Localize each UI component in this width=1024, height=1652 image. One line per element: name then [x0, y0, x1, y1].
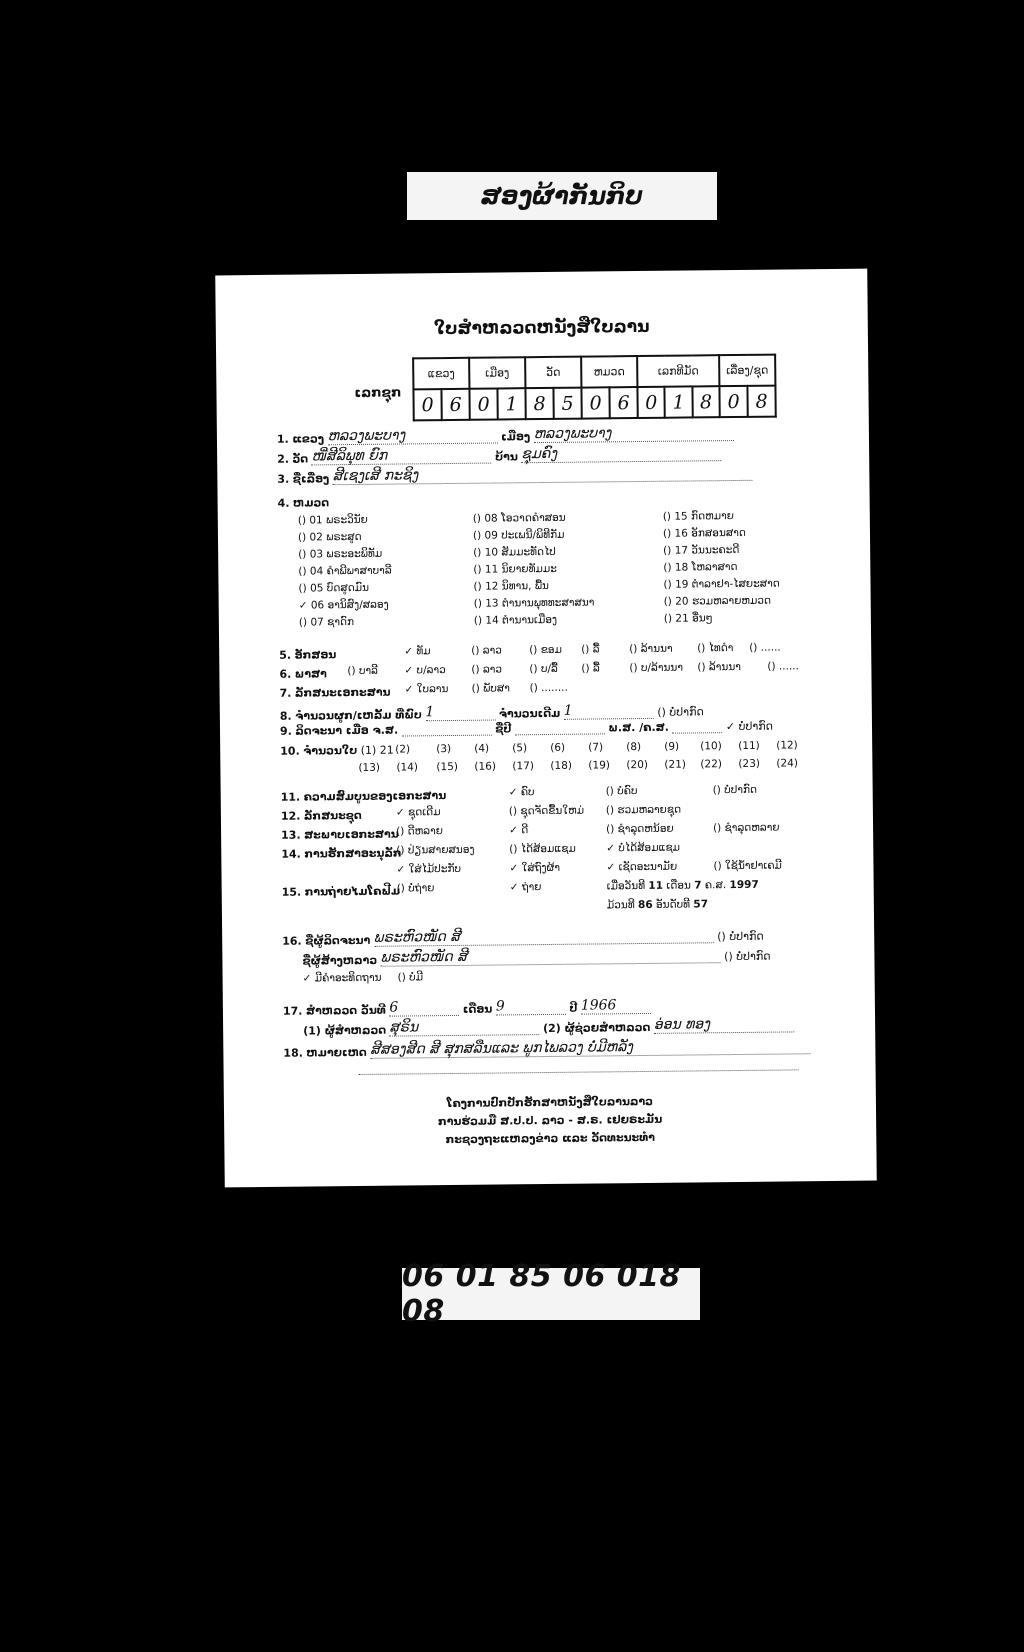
folio-count-1[interactable]: (1) 21	[360, 743, 394, 757]
survey-day: 6	[389, 999, 399, 1016]
script-option[interactable]: ✓ ທັມ	[404, 645, 431, 658]
row-num: 7.	[279, 686, 292, 700]
category-option[interactable]: () 12 ນິທານ, ພື້ນ	[473, 579, 549, 593]
cs-year-field[interactable]	[402, 735, 492, 737]
fascicles-found-value: 1	[425, 704, 435, 721]
row-num: 9.	[279, 724, 292, 738]
row-num: 2.	[277, 452, 290, 466]
row-num: 1.	[276, 432, 289, 446]
condition-label: ສະພາບເອກະສານ	[304, 827, 399, 842]
category-option[interactable]: () 05 ບົດສູດມົນ	[298, 581, 370, 595]
sponsor-value: ພຣະຫົວໜັດ ສີ	[380, 948, 468, 966]
fascicles-original-label: ຈໍານວນເດີມ	[498, 706, 561, 721]
folio-slot[interactable]: (24)	[776, 757, 799, 770]
district-label: ເມືອງ	[501, 430, 531, 444]
condition-option[interactable]: () ຊໍາລຸດຫລາຍ	[712, 821, 780, 835]
folio-slot[interactable]: (14)	[396, 761, 419, 774]
prayer-option[interactable]: ✓ ມີຄໍາອະທິດຖານ	[302, 971, 382, 985]
frame-label: ອັນດັບທີ	[655, 898, 691, 911]
category-label: ຫມວດ	[292, 496, 330, 510]
script-label: ອັກສອນ	[294, 648, 337, 662]
category-option[interactable]: () 21 ອື່ນໆ	[663, 612, 713, 625]
folio-slot[interactable]: (15)	[436, 760, 459, 774]
language-option[interactable]: () ລາວ	[471, 663, 503, 676]
document-type-option[interactable]: () ພັບສາ	[471, 682, 511, 695]
village-field[interactable]	[521, 444, 721, 463]
sponsor-unknown-option[interactable]: () ບໍ່ປາກົດ	[724, 949, 771, 964]
folio-slot[interactable]: (21)	[664, 758, 687, 771]
row-sponsor	[302, 946, 770, 968]
district-field[interactable]	[534, 424, 734, 443]
code-digit: 0	[637, 387, 665, 418]
language-option[interactable]: () ......	[767, 660, 799, 673]
language-option[interactable]: () ບ/ລື້	[529, 662, 558, 676]
microfilm-year[interactable]: 1997	[729, 878, 759, 892]
script-option[interactable]: () ໄທດໍາ	[697, 642, 734, 655]
completeness-option[interactable]: () ບໍ່ປາກົດ	[712, 783, 758, 797]
row-num: 10.	[280, 744, 300, 758]
row-completeness	[281, 789, 447, 804]
survey-month-label: ເດືອນ	[462, 1002, 493, 1016]
language-option[interactable]: () ບາລີ	[347, 664, 379, 678]
category-option[interactable]: () 18 ໂຫລາສາດ	[663, 560, 738, 574]
code-digit: 8	[747, 386, 775, 417]
code-digit: 0	[469, 388, 497, 419]
row-num: 3.	[277, 472, 290, 486]
microfilm-option[interactable]: ✓ ຖ່າຍ	[509, 881, 542, 894]
language-option[interactable]: () ລ້ານນາ	[697, 660, 741, 674]
row-conservation	[281, 847, 401, 861]
form-title: ໃບສໍາຫລວດຫນັງສືໃບລານ	[433, 316, 650, 340]
category-option[interactable]: () 14 ຕໍານານເມືອງ	[473, 613, 558, 627]
fascicles-found-field[interactable]	[425, 704, 495, 722]
row-num: 14.	[281, 847, 301, 861]
folio-slot[interactable]: (23)	[738, 757, 761, 770]
footer-line-3: ກະຊວງຖະແຫລງຂ່າວ ແລະ ວັດທະນະທໍາ	[445, 1130, 656, 1147]
scribe-unknown-option[interactable]: () ບໍ່ປາກົດ	[717, 929, 764, 944]
folio-slot[interactable]: (8)	[626, 741, 642, 754]
category-option[interactable]: () 10 ສັມມະທັດໄປ	[473, 545, 556, 559]
script-option[interactable]: () ......	[749, 641, 781, 654]
assistant-field[interactable]	[654, 1015, 794, 1033]
row-set-type	[281, 809, 362, 823]
code-digit: 0	[413, 389, 441, 420]
code-header: ວັດ	[525, 357, 581, 389]
category-option[interactable]: () 04 ຄໍາພີພາສາບາລີ	[298, 564, 392, 578]
surveyor-label: (1) ຜູ້ສໍາຫລວດ	[303, 1023, 387, 1038]
microfilm-date-label: ເມື່ອວັນທີ	[606, 879, 646, 893]
row-num: 18.	[283, 1046, 303, 1060]
folio-slot[interactable]: (19)	[588, 759, 611, 772]
surveyor-value: ສຸຣິນ	[389, 1019, 419, 1036]
survey-month: 9	[495, 998, 505, 1015]
microfilm-label: ການຖ່າຍໄມໂຄຟີມ	[304, 884, 401, 899]
completeness-option[interactable]: ✓ ຄົບ	[508, 786, 535, 799]
be-ce-label: ພ.ສ. /ຄ.ສ.	[608, 720, 669, 735]
code-table	[412, 354, 777, 422]
row-temple	[277, 444, 721, 466]
language-option[interactable]: () ບ/ລ້ານນາ	[629, 661, 684, 675]
code-digit: 6	[609, 387, 637, 418]
frame-number[interactable]: 57	[693, 898, 709, 911]
conservation-option[interactable]: () ປ່ຽນສາຍສນອງ	[396, 843, 475, 857]
code-header: ແຂວງ	[413, 358, 469, 390]
set-type-label: ລັກສນະຊຸດ	[303, 808, 362, 823]
folio-slot[interactable]: (13)	[358, 761, 381, 774]
prayer-option[interactable]: () ບໍ່ມີ	[397, 971, 424, 984]
code-digit: 0	[719, 386, 747, 417]
temple-label: ວັດ	[292, 452, 309, 466]
language-option[interactable]: () ລື້	[581, 662, 600, 675]
conservation-label: ການຮັກສາອະນຸລັກ	[304, 846, 402, 861]
folio-slot[interactable]: (20)	[626, 758, 649, 772]
script-option[interactable]: () ຂອມ	[529, 643, 562, 657]
conservation-option[interactable]: () ໄດ້ສ້ອມແຊມ	[509, 842, 576, 856]
sponsor-label: ຊື່ຜູ້ສ້າງຫລາວ	[302, 953, 378, 968]
script-option[interactable]: () ລ້ານນາ	[629, 642, 673, 656]
district-value: ຫລວງພະບາງ	[533, 425, 612, 443]
code-digit: 1	[497, 388, 525, 419]
row-surveyors	[303, 1015, 794, 1037]
province-field[interactable]	[327, 426, 497, 445]
fascicles-original-value: 1	[563, 702, 573, 719]
language-label: ພາສາ	[294, 667, 327, 681]
folio-slot[interactable]: (10)	[700, 740, 722, 753]
bottom-label: 06 01 85 06 018 08	[402, 1268, 700, 1320]
row-remarks	[283, 1037, 810, 1060]
year-name-label: ຊື່ປີ	[495, 722, 512, 736]
script-option[interactable]: () ລາວ	[471, 644, 502, 657]
conservation-option[interactable]: ✓ ໃສ່ໄມ້ປະກັບ	[396, 862, 462, 876]
row-num: 6.	[279, 667, 292, 681]
microfilm-month[interactable]: 7	[694, 879, 702, 892]
folio-count-label: ຈໍານວນໃບ	[303, 743, 358, 758]
remarks-label: ຫມາຍເຫດ	[306, 1045, 367, 1060]
completeness-label: ຄວາມສົມບູນຂອງເອກະສານ	[303, 789, 447, 804]
scribe-field[interactable]	[374, 926, 714, 947]
survey-date-label: ສໍາຫລວດ ວັນທີ	[305, 1003, 386, 1018]
row-language	[279, 667, 327, 680]
code-digit: 1	[665, 386, 693, 417]
scribe-label: ຊື່ຜູ້ລິດຈະນາ	[305, 933, 371, 948]
category-option[interactable]: () 02 ພຣະສູດ	[297, 530, 362, 544]
row-fascicles	[280, 701, 704, 722]
row-num: 5.	[279, 648, 292, 662]
conservation-option[interactable]: ✓ ໃສ່ຖົງຜ້າ	[509, 861, 561, 875]
survey-year-field[interactable]	[581, 997, 651, 1015]
row-inscribed-date	[280, 720, 773, 738]
year-name-field[interactable]	[515, 733, 605, 735]
microfilm-option[interactable]: () ບໍ່ຖ່າຍ	[396, 882, 435, 895]
surveyor-field[interactable]	[389, 1018, 539, 1037]
folio-slot[interactable]: (18)	[550, 759, 573, 772]
category-option[interactable]: () 13 ຕໍານານພຸທທະສາສນາ	[473, 596, 595, 610]
row-scribe	[282, 926, 764, 948]
conservation-option[interactable]: ✓ ເຊັດອະນາມັຍ	[606, 860, 678, 874]
top-label: ສອງຜ້າກັນກິບ	[407, 172, 717, 220]
folio-slot[interactable]: (7)	[588, 741, 604, 754]
folio-slot[interactable]: (11)	[738, 739, 760, 752]
conservation-option[interactable]: ✓ ບໍ່ໄດ້ສ້ອມແຊມ	[606, 841, 681, 855]
code-header-row	[413, 355, 775, 390]
set-type-option[interactable]: ✓ ຊຸດເດີມ	[395, 806, 441, 819]
category-option[interactable]: () 03 ພຣະອະພິທັມ	[298, 547, 383, 561]
folio-slot[interactable]: (5)	[512, 742, 528, 755]
code-header: ຫມວດ	[581, 356, 637, 388]
footer-line-2: ການຮ່ວມມື ສ.ປ.ປ. ລາວ - ສ.ຣ. ເຢຍຣະມັນ	[437, 1112, 663, 1129]
language-option[interactable]: ✓ ບ/ລາວ	[404, 664, 446, 677]
row-category	[278, 496, 330, 510]
folio-slot[interactable]: (17)	[512, 760, 535, 773]
folio-slot[interactable]: (9)	[664, 740, 680, 753]
category-option[interactable]: () 19 ຕໍາລາຢາ-ໄສຍະສາດ	[663, 577, 780, 591]
province-label: ແຂວງ	[292, 432, 325, 446]
microfilm-day[interactable]: 11	[648, 879, 664, 892]
survey-form-sheet	[215, 269, 877, 1188]
row-microfilm	[282, 885, 401, 899]
village-value: ຊຸມຄົງ	[521, 445, 558, 463]
footer-line-1: ໂຄງການປົກປັກຮັກສາຫນັງສືໃບລານລາວ	[446, 1094, 654, 1111]
folio-slot[interactable]: (2)	[395, 743, 411, 756]
code-header: ເລກທີມັດ	[637, 355, 719, 387]
sponsor-field[interactable]	[381, 946, 721, 967]
temple-value: ໜີ່ສີລິພຸທ ຍົກ	[311, 447, 388, 465]
code-digit: 6	[441, 389, 469, 420]
folio-slot[interactable]: (16)	[474, 760, 497, 773]
condition-option[interactable]: () ດີຫລາຍ	[396, 825, 443, 838]
row-document-type	[280, 686, 391, 700]
category-option[interactable]: () 11 ນິຍາຍທັມມະ	[473, 562, 557, 576]
fascicles-found-label: ຈໍານວນຜູກ/ເຫລັ້ມ ທີ່ພົບ	[295, 708, 422, 723]
remarks-field[interactable]	[370, 1037, 810, 1059]
microfilm-roll	[607, 898, 708, 911]
scribe-value: ພຣະຫົວໜັດ ສີ	[373, 928, 461, 946]
fascicles-original-field[interactable]	[564, 702, 654, 720]
code-digit: 8	[692, 386, 720, 417]
assistant-label: (2) ຜູ້ຊ່ວຍສໍາຫລວດ	[542, 1020, 651, 1036]
remarks-line-2	[358, 1057, 798, 1075]
remarks-value: ສີສອງສີດ ສີ ສຸກສລືນແລະ ພູກໄພລວງ ບໍ່ມີຫລັງ	[370, 1039, 634, 1058]
document-type-label: ລັກສນະເອກະສານ	[294, 685, 391, 700]
folio-slot[interactable]: (22)	[700, 758, 723, 771]
set-type-option[interactable]: () ຮວມຫລາຍຊຸດ	[605, 803, 682, 817]
row-num: 4.	[277, 496, 290, 510]
assistant-value: ອ່ອນ ທອງ	[653, 1016, 711, 1033]
folio-slot[interactable]: (12)	[776, 739, 798, 752]
be-ce-field[interactable]	[672, 732, 722, 734]
row-num: 13.	[281, 828, 301, 842]
microfilm-month-label: ເດືອນ	[666, 879, 691, 892]
row-folio-count	[280, 744, 394, 758]
row-province	[277, 424, 734, 446]
village-label: ບ້ານ	[495, 450, 518, 464]
conservation-option[interactable]: () ໃຊ້ນ້ຳຢາເຄມີ	[713, 859, 782, 873]
code-digit-row	[413, 386, 775, 421]
temple-field[interactable]	[312, 447, 492, 466]
code-digit: 8	[525, 388, 553, 419]
category-option[interactable]: () 01 ພຣະວິນັຍ	[297, 513, 368, 527]
category-option[interactable]: () 08 ໂອວາດຄໍາສອນ	[472, 511, 566, 525]
row-num: 15.	[281, 885, 302, 899]
row-story-title	[277, 464, 753, 486]
survey-month-field[interactable]	[496, 998, 566, 1016]
category-option[interactable]: ✓ 06 ອານິສົງ/ສລອງ	[298, 598, 389, 612]
inscribed-date-label: ລິດຈະນາ ເມື່ອ ຈ.ສ.	[295, 723, 399, 738]
fascicles-unknown-option[interactable]: () ບໍ່ປາກົດ	[657, 705, 704, 719]
row-num: 12.	[280, 809, 301, 823]
microfilm-date	[607, 879, 759, 893]
condition-option[interactable]: () ຊໍາລຸດຫນ້ອຍ	[606, 822, 674, 836]
category-option[interactable]: () 17 ວັນນະຄະດີ	[663, 543, 740, 557]
code-header: ເມືອງ	[469, 357, 525, 389]
province-value: ຫລວງພະບາງ	[327, 427, 406, 445]
date-unknown-option[interactable]: ✓ ບໍ່ປາກົດ	[725, 719, 774, 734]
category-option[interactable]: () 07 ຊາດົກ	[298, 616, 355, 629]
survey-year: 1966	[580, 997, 617, 1014]
row-num: 17.	[282, 1004, 303, 1018]
category-option[interactable]: () 09 ປະເພນີ/ພິທີກັມ	[472, 528, 565, 542]
completeness-option[interactable]: () ບໍ່ຄົບ	[605, 785, 638, 798]
row-num: 16.	[282, 934, 302, 948]
row-num: 8.	[279, 709, 292, 723]
category-option[interactable]: () 15 ກົດຫມາຍ	[662, 510, 735, 523]
folio-slot[interactable]: (6)	[550, 741, 566, 754]
story-title-label: ຊື່ເລື່ອງ	[292, 472, 330, 486]
row-survey-date	[283, 997, 651, 1018]
category-option[interactable]: () 20 ຮວມຫລາຍຫມວດ	[663, 594, 772, 608]
code-label: ເລກຊຸກ	[354, 385, 402, 401]
script-option[interactable]: () ລື້	[581, 643, 600, 656]
row-script	[279, 648, 336, 662]
document-type-option[interactable]: () ........	[529, 681, 568, 695]
roll-number[interactable]: 86	[637, 898, 653, 912]
microfilm-year-label: ຄ.ສ.	[704, 879, 727, 892]
document-type-option[interactable]: ✓ ໃບລານ	[404, 683, 449, 696]
set-type-option[interactable]: () ຊຸດຈັດຂື້ນໃຫມ່	[508, 804, 585, 818]
condition-option[interactable]: ✓ ດີ	[509, 824, 529, 837]
category-option[interactable]: () 16 ອັກສອນສາດ	[662, 526, 746, 540]
row-num: 11.	[280, 790, 301, 804]
story-title-value: ສີເຊງເສີ ກະຊິງ	[332, 467, 419, 485]
row-condition	[281, 828, 399, 842]
remarks-field-2[interactable]	[359, 1069, 799, 1075]
survey-year-label: ປີ	[569, 1001, 578, 1015]
roll-label: ມ້ວນທີ	[606, 899, 635, 912]
code-digit: 5	[553, 388, 581, 419]
survey-day-field[interactable]	[389, 999, 459, 1017]
story-title-field[interactable]	[333, 464, 753, 485]
folio-slot[interactable]: (4)	[474, 742, 490, 755]
code-header: ເລື່ອງ/ຊຸດ	[719, 355, 775, 387]
folio-slot[interactable]: (3)	[436, 742, 452, 756]
code-digit: 0	[581, 387, 609, 418]
